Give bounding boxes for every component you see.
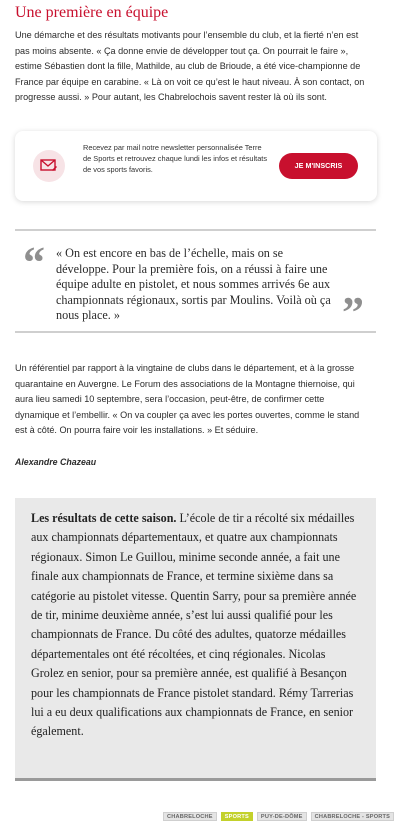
newsletter-text: Recevez par mail notre newsletter personnalisée Terre de Sports et retrouvez chaque lundi les infos et résultats de vos sports favoris.: [83, 143, 268, 175]
tag-list: [163, 812, 394, 821]
quote-text: « On est encore en bas de l’échelle, mais on se développe. Pour la première fois, on a réussi à faire une équipe adulte en pistolet, et nous sommes arrivés 6e aux championnats régionaux, sortis par Moulins. Voilà où ça nous place. »: [56, 246, 331, 323]
tag-chabreloche-sports[interactable]: CHABRELOCHE - SPORTS: [311, 812, 394, 821]
quote-close-icon: ”: [342, 288, 364, 337]
section-title: Une première en équipe: [15, 4, 169, 21]
quote-open-icon: “: [23, 238, 45, 287]
intro-paragraph: Une démarche et des résultats motivants pour l’ensemble du club, et la fierté n’en est pas moins absente. « Ça donne envie de développer tout ça. On pourrait le faire », estime Sébastien dont la fille, Mathilde, au club de Brioude, a été vice-championne de France par équipe en carabine. « Là on voit ce qu’est le haut niveau. À son contact, on progresse aussi. » Pour autant, les Chabrelochois savent rester là où ils sont.: [15, 30, 365, 103]
tag-chabreloche[interactable]: CHABRELOCHE: [163, 812, 217, 821]
tag-puy-de-dome[interactable]: PUY-DE-DÔME: [257, 812, 307, 821]
tag-sports[interactable]: SPORTS: [221, 812, 253, 821]
author-name: Alexandre Chazeau: [15, 457, 97, 467]
results-text: [31, 509, 361, 742]
results-body: L’école de tir a récolté six médailles aux championnats départementaux, et quatre aux championnats régionaux. Simon Le Guillou, minime seconde année, a fait une finale aux championnats de France, et termine sixième dans sa catégorie au pistolet vitesse. Quentin Sarry, pour sa première année de tir, minime deuxième année, s’est lui aussi qualifié pour les championnats de France. Du côté des adultes, quatorze médailles départementales ont été récoltées, et cinq régionales. Nicolas Grolez en senior, pour sa première année, est qualifié à Besançon pour les championnats de France pistolet standard. Rémy Tarrerias lui a eu deux qualifications aux championnats de France, en senior également.: [31, 511, 357, 739]
subscribe-button[interactable]: JE M'INSCRIS: [279, 153, 358, 179]
results-box: [15, 498, 376, 781]
envelope-icon: [33, 150, 65, 182]
newsletter-card: [15, 131, 377, 201]
body-paragraph: Un référentiel par rapport à la vingtaine de clubs dans le département, et à la grosse quarantaine en Auvergne. Le Forum des associations de la Montagne thiernoise, qui aura lieu samedi 10 septembre, sera l’occasion, peut-être, de confirmer cette dynamique et l’embellir. « On va coupler ça avec les portes ouvertes, comme le stand est à côté. On pourra faire voir les installations. » Et séduire.: [15, 363, 360, 436]
results-lead: Les résultats de cette saison.: [31, 511, 177, 525]
pull-quote: [15, 229, 376, 337]
